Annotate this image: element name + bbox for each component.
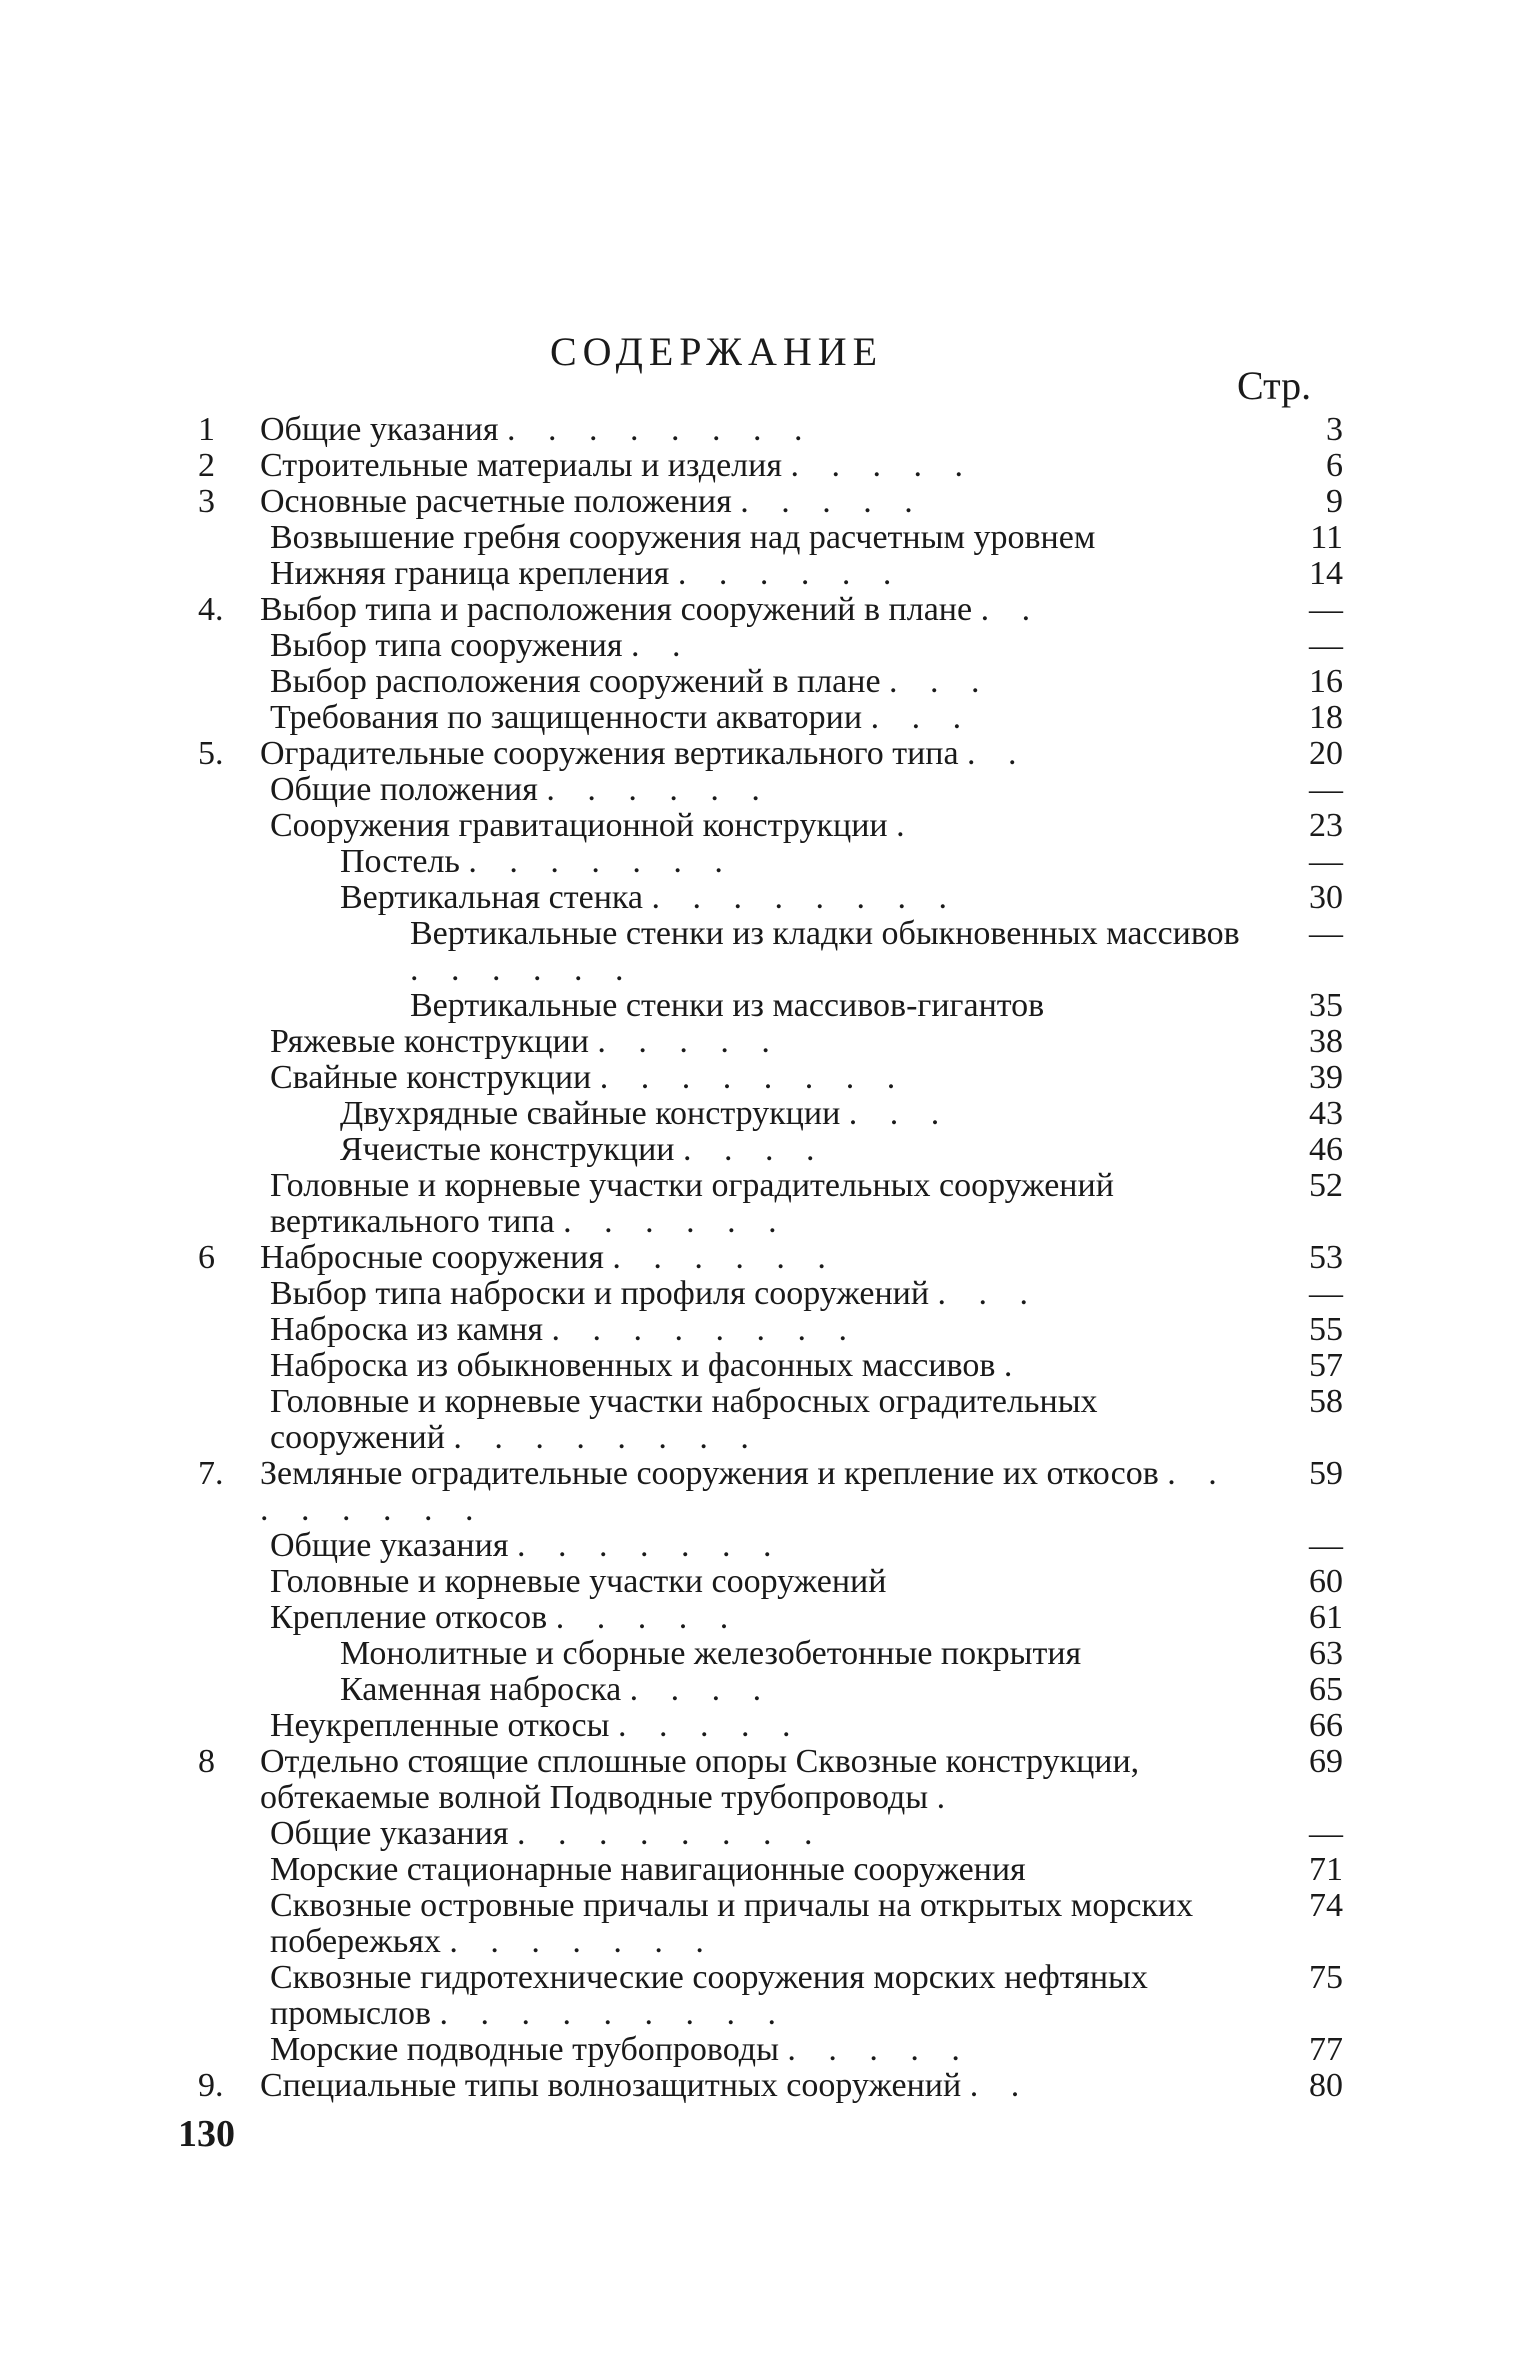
toc-entry-title: Каменная наброска [340, 1671, 622, 1708]
toc-entry [198, 1168, 1343, 1240]
toc-entry [198, 448, 1343, 484]
toc-page-number: 52 [1309, 1167, 1343, 1204]
toc-entry [198, 1240, 1343, 1276]
toc-entry-title: Постель [340, 843, 460, 880]
toc-entry-title: Морские подводные трубопроводы [270, 2031, 779, 2068]
toc-page-number: 58 [1309, 1383, 1343, 1420]
toc-entry-number: 2 [198, 447, 215, 484]
toc-entry [198, 988, 1343, 1024]
toc-dot-leader: . . . . [629, 1671, 774, 1708]
toc-page-number: 74 [1309, 1887, 1343, 1924]
toc-entry-number: 8 [198, 1743, 215, 1780]
toc-dot-leader: . . . . . . . . [599, 1059, 908, 1096]
toc-dot-leader: . . . . . . . . [506, 411, 815, 448]
toc-page-number: — [1309, 843, 1343, 880]
toc-page-number: 11 [1310, 519, 1343, 556]
toc-entry [198, 844, 1343, 880]
toc-page-number: 43 [1309, 1095, 1343, 1132]
toc-entry-title: Отдельно стоящие сплошные опоры Сквозные конструкции, обтекаемые волной Подводные трубопроводы [260, 1743, 1140, 1816]
toc-entry-title: Специальные типы волнозащитных сооружений [260, 2067, 962, 2104]
toc-dot-leader: . . . . . . [563, 1203, 789, 1240]
toc-dot-leader: . [896, 807, 917, 844]
toc-entry [198, 664, 1343, 700]
toc-entry [198, 2032, 1343, 2068]
toc-dot-leader: . . . . . . [612, 1239, 838, 1276]
toc-entry-title: Основные расчетные положения [260, 483, 732, 520]
toc-entry-title: Оградительные сооружения вертикального типа [260, 735, 959, 772]
toc-page-number: — [1309, 1275, 1343, 1312]
toc-entry [198, 1852, 1343, 1888]
toc-dot-leader: . . [631, 627, 693, 664]
toc-entry-title: Крепление откосов [270, 1599, 548, 1636]
toc-entry-title: Головные и корневые участки набросных оградительных сооружений [270, 1383, 1098, 1456]
toc-dot-leader: . . . . . [740, 483, 925, 520]
toc-entry [198, 520, 1343, 556]
toc-dot-leader: . . . . . . . . [516, 1815, 825, 1852]
toc-page-number: 9 [1326, 483, 1343, 520]
toc-entry [198, 556, 1343, 592]
toc-entry [198, 880, 1343, 916]
toc-entry-title: Свайные конструкции [270, 1059, 592, 1096]
toc-entry-title: Сооружения гравитационной конструкции [270, 807, 888, 844]
toc-entry-title: Общие указания [270, 1815, 509, 1852]
toc-entry-number: 7. [198, 1455, 224, 1492]
toc-entry [198, 1276, 1343, 1312]
toc-entry-number: 5. [198, 735, 224, 772]
toc-entry [198, 1600, 1343, 1636]
toc-dot-leader: . . . [870, 699, 974, 736]
toc-entry-title: Вертикальные стенки из кладки обыкновенных массивов [410, 915, 1240, 952]
toc-entry [198, 1564, 1343, 1600]
toc-entry-title: Земляные оградительные сооружения и крепление их откосов [260, 1455, 1159, 1492]
toc-entry [198, 1528, 1343, 1564]
toc-entry [198, 1312, 1343, 1348]
toc-page-number: 60 [1309, 1563, 1343, 1600]
toc-entry-title: Наброска из обыкновенных и фасонных массивов [270, 1347, 996, 1384]
toc-entry-title: Общие положения [270, 771, 538, 808]
toc-entry-title: Нижняя граница крепления [270, 555, 670, 592]
toc-entry-title: Ячеистые конструкции [340, 1131, 675, 1168]
toc-dot-leader: . . . . . [597, 1023, 782, 1060]
toc-page-number: 35 [1309, 987, 1343, 1024]
toc-page-number: 3 [1326, 411, 1343, 448]
toc-page-number: — [1309, 1527, 1343, 1564]
toc-dot-leader: . . . . . . . . [260, 1455, 1229, 1528]
toc-dot-leader: . . . . . . . [516, 1527, 784, 1564]
toc-entry-title: Выбор типа сооружения [270, 627, 623, 664]
toc-entry [198, 916, 1343, 988]
toc-dot-leader: . . . . . . . . [551, 1311, 860, 1348]
toc-dot-leader: . . . . . . [677, 555, 904, 592]
toc-entry [198, 628, 1343, 664]
toc-page-number: 18 [1309, 699, 1343, 736]
toc-entry-title: Головные и корневые участки оградительных сооружений вертикального типа [270, 1167, 1114, 1240]
toc-entry [198, 1132, 1343, 1168]
toc-page-number: 75 [1309, 1959, 1343, 1996]
toc-entry [198, 808, 1343, 844]
toc-entry-title: Головные и корневые участки сооружений [270, 1563, 887, 1600]
toc-page-number: 66 [1309, 1707, 1343, 1744]
toc-page-number: 77 [1309, 2031, 1343, 2068]
toc-page-number: 63 [1309, 1635, 1343, 1672]
toc-dot-leader: . . . . . . . [449, 1923, 716, 1960]
toc-entry-number: 3 [198, 483, 215, 520]
toc-dot-leader: . . [967, 735, 1029, 772]
toc-dot-leader: . . . . . . [410, 951, 636, 988]
toc-entry [198, 1348, 1343, 1384]
toc-entry-title: Набросные сооружения [260, 1239, 604, 1276]
toc-page-number: 65 [1309, 1671, 1343, 1708]
toc-entry-title: Ряжевые конструкции [270, 1023, 589, 1060]
toc-page-number: 30 [1309, 879, 1343, 916]
toc-entry-title: Монолитные и сборные железобетонные покрытия [340, 1635, 1082, 1672]
toc-entry [198, 1636, 1343, 1672]
toc-page-number: — [1309, 591, 1343, 628]
toc-dot-leader: . [1003, 1347, 1025, 1384]
toc-entry [198, 1024, 1343, 1060]
toc-entry [198, 772, 1343, 808]
toc-dot-leader: . . . . . . . . . [439, 1995, 789, 2032]
toc-page-number: — [1309, 771, 1343, 808]
table-of-contents [198, 412, 1343, 2104]
toc-entry [198, 1744, 1343, 1816]
toc-page-number: 20 [1309, 735, 1343, 772]
toc-dot-leader: . . . . . [787, 2031, 972, 2068]
toc-page-number: 53 [1309, 1239, 1343, 1276]
toc-entry-title: Требования по защищенности акватории [270, 699, 863, 736]
toc-entry [198, 1708, 1343, 1744]
page-column-label: Стр. [1237, 363, 1312, 408]
toc-entry [198, 700, 1343, 736]
toc-page-number: — [1309, 915, 1343, 952]
toc-page-number: 46 [1309, 1131, 1343, 1168]
page-title: СОДЕРЖАНИЕ [550, 329, 884, 374]
toc-page-number: 23 [1309, 807, 1343, 844]
toc-entry [198, 2068, 1343, 2104]
toc-dot-leader: . . . [889, 663, 992, 700]
toc-entry-title: Выбор типа и расположения сооружений в плане [260, 591, 973, 628]
toc-dot-leader: . . . . . . . . [453, 1419, 761, 1456]
toc-dot-leader: . . . . . [617, 1707, 803, 1744]
toc-page-number: 55 [1309, 1311, 1343, 1348]
toc-entry-title: Общие указания [260, 411, 499, 448]
toc-dot-leader: . . . . [682, 1131, 827, 1168]
toc-dot-leader: . . . . . . . . [651, 879, 959, 916]
toc-page-number: 69 [1309, 1743, 1343, 1780]
toc-entry-number: 9. [198, 2067, 224, 2104]
toc-entry-number: 1 [198, 411, 215, 448]
toc-page-number: — [1309, 1815, 1343, 1852]
toc-entry-title: Выбор расположения сооружений в плане [270, 663, 881, 700]
toc-entry-number: 6 [198, 1239, 215, 1276]
toc-page-number: 39 [1309, 1059, 1343, 1096]
toc-entry-title: Морские стационарные навигационные сооружения [270, 1851, 1026, 1888]
toc-page-number: 16 [1309, 663, 1343, 700]
toc-entry [198, 1096, 1343, 1132]
toc-entry-title: Сквозные гидротехнические сооружения морских нефтяных промыслов [270, 1959, 1148, 2032]
toc-entry [198, 1888, 1343, 1960]
toc-page-number: 6 [1326, 447, 1343, 484]
toc-entry-title: Вертикальные стенки из массивов-гигантов [410, 987, 1045, 1024]
toc-entry [198, 484, 1343, 520]
toc-dot-leader: . . . . . [790, 447, 975, 484]
toc-dot-leader: . . . . . . . [468, 843, 735, 880]
toc-dot-leader: . . [980, 591, 1043, 628]
toc-entry [198, 736, 1343, 772]
toc-dot-leader: . . . [848, 1095, 952, 1132]
toc-dot-leader: . [936, 1779, 958, 1816]
toc-page-number: 38 [1309, 1023, 1343, 1060]
toc-entry-number: 4. [198, 591, 224, 628]
toc-entry-title: Вертикальная стенка [340, 879, 643, 916]
toc-entry [198, 1384, 1343, 1456]
toc-page-number: 14 [1309, 555, 1343, 592]
toc-entry [198, 1672, 1343, 1708]
toc-entry-title: Сквозные островные причалы и причалы на открытых морских побережьях [270, 1887, 1194, 1960]
toc-page-number: 71 [1309, 1851, 1343, 1888]
toc-entry-title: Неукрепленные откосы [270, 1707, 610, 1744]
toc-page-number: — [1309, 627, 1343, 664]
toc-entry [198, 592, 1343, 628]
toc-entry [198, 1960, 1343, 2032]
toc-entry-title: Выбор типа наброски и профиля сооружений [270, 1275, 930, 1312]
folio-page-number: 130 [178, 2113, 235, 2155]
toc-entry [198, 1816, 1343, 1852]
toc-dot-leader: . . [969, 2067, 1032, 2104]
toc-page-number: 61 [1309, 1599, 1343, 1636]
toc-dot-leader: . . . [937, 1275, 1041, 1312]
toc-entry-title: Возвышение гребня сооружения над расчетным уровнем [270, 519, 1096, 556]
toc-entry [198, 412, 1343, 448]
toc-entry-title: Строительные материалы и изделия [260, 447, 782, 484]
toc-entry [198, 1060, 1343, 1096]
toc-entry [198, 1456, 1343, 1528]
toc-page-number: 59 [1309, 1455, 1343, 1492]
toc-entry-title: Наброска из камня [270, 1311, 544, 1348]
toc-dot-leader: . . . . . . [546, 771, 772, 808]
toc-page-number: 57 [1309, 1347, 1343, 1384]
toc-page-number: 80 [1309, 2067, 1343, 2104]
toc-dot-leader: . . . . . [555, 1599, 741, 1636]
toc-entry-title: Двухрядные свайные конструкции [340, 1095, 841, 1132]
toc-entry-title: Общие указания [270, 1527, 509, 1564]
